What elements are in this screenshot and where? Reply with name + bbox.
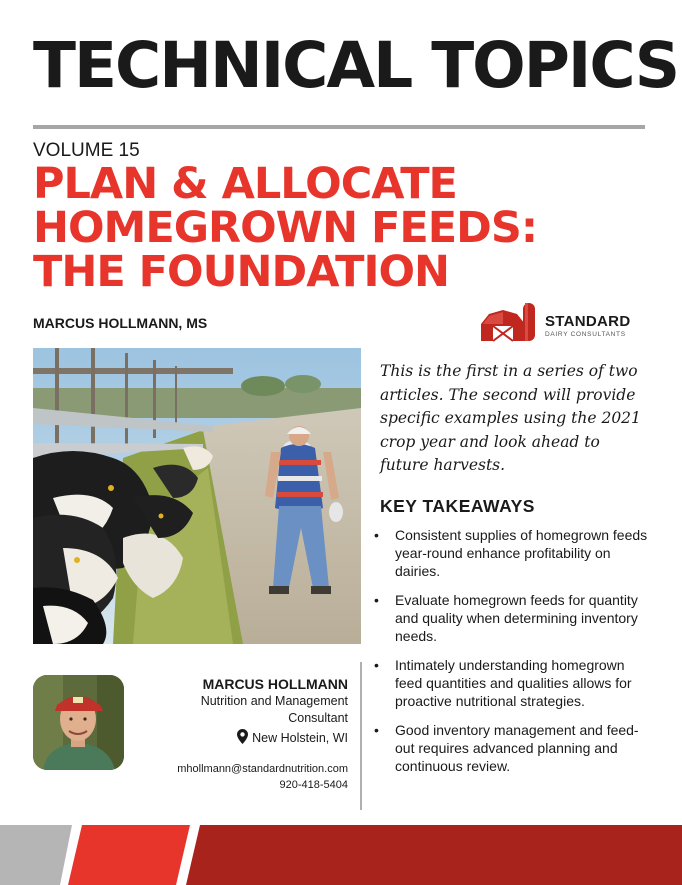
author-avatar [33,675,124,770]
author-email[interactable]: mhollmann@standardnutrition.com [177,763,348,775]
author-name: MARCUS HOLLMANN [202,676,348,692]
bullet-icon: • [374,657,379,673]
intro-paragraph: This is the first in a series of two articles. The second will provide specific examples using the 2021 crop year and look ahead to future harvests. [380,362,641,474]
takeaway-item: • Intimately understanding homegrown feed quantities and qualities allows for proactive nutritional strategies. [374,657,632,709]
author-phone[interactable]: 920-418-5404 [279,779,348,791]
author-role-2: Consultant [288,711,348,725]
key-takeaways-heading: KEY TAKEAWAYS [380,496,535,516]
key-takeaways-list [372,526,654,786]
headline-line-2: HOMEGROWN FEEDS: [33,203,538,253]
author-role: Nutrition and Management [200,694,348,708]
bullet-icon: • [374,722,379,738]
headline-line-3: THE FOUNDATION [33,247,449,297]
takeaway-item: • Good inventory management and feed-out requires advanced planning and continuous review. [374,722,639,774]
column-divider [360,662,362,810]
dairy-barn-photo [33,348,361,644]
header-divider [33,125,645,129]
author-info [130,675,348,793]
takeaway-item: • Evaluate homegrown feeds for quantity and quality when determining inventory needs. [374,592,638,644]
headline-line-1: PLAN & ALLOCATE [33,159,457,209]
company-logo [479,302,645,342]
volume-label: VOLUME 15 [33,140,140,161]
article-headline [33,159,653,297]
bullet-icon: • [374,592,379,608]
map-pin-icon [237,729,248,744]
barn-icon [479,302,541,342]
logo-name: STANDARD [545,313,631,330]
takeaway-item: • Consistent supplies of homegrown feeds year-round enhance profitability on dairies. [374,527,648,579]
byline: MARCUS HOLLMANN, MS [33,315,208,331]
logo-tagline: DAIRY CONSULTANTS [545,331,626,338]
author-location: New Holstein, WI [130,729,348,747]
publication-title: TECHNICAL TOPICS [33,29,679,102]
footer-band [0,825,682,885]
bullet-icon: • [374,527,379,543]
